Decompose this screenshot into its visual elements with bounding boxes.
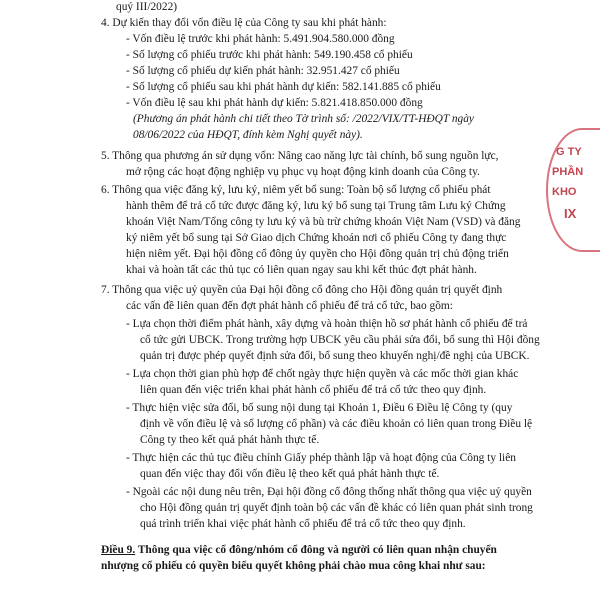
- text-line: Công ty theo kết quả phát hành thực tế.: [140, 434, 320, 446]
- text-line: - Số lượng cổ phiếu sau khi phát hành dự kiến: 582.141.885 cổ phiếu: [126, 81, 441, 93]
- text-line: - Số lượng cổ phiếu trước khi phát hành: 549.190.458 cổ phiếu: [126, 49, 413, 61]
- text-line: hiện niêm yết. Đại hội đồng cổ đông ủy quyền cho Hội đồng quản trị chủ động triển: [126, 248, 509, 260]
- text-line: quý III/2022): [116, 1, 178, 13]
- item-4-heading: 4. Dự kiến thay đổi vốn điều lệ của Công ty sau khi phát hành:: [101, 17, 387, 29]
- seal-text: KHO: [552, 186, 577, 198]
- text-line: - Thực hiện các thủ tục điều chỉnh Giấy phép thành lập và hoạt động của Công ty liên: [126, 452, 516, 464]
- text-line: liên quan đến việc triển khai phát hành cổ phiếu để trả cổ tức theo quy định.: [140, 384, 487, 396]
- text-line: quản trị được phép quyết định sửa đổi, bổ sung theo khuyến nghị/đề nghị của UBCK.: [140, 350, 530, 362]
- text-line: nhượng cổ phiếu có quyền biểu quyết không phải chào mua công khai như sau:: [101, 560, 486, 572]
- seal-text: IX: [564, 206, 577, 221]
- text-line: - Vốn điều lệ trước khi phát hành: 5.491.904.580.000 đồng: [126, 33, 395, 45]
- seal-text: PHẦN: [552, 166, 584, 178]
- item-6-heading: 6. Thông qua việc đăng ký, lưu ký, niêm yết bổ sung: Toàn bộ số lượng cổ phiếu phát: [101, 184, 491, 196]
- text-line: mở rộng các hoạt động nghiệp vụ phục vụ hoạt động kinh doanh của Công ty.: [126, 166, 480, 178]
- text-line: định về vốn điều lệ và số lượng cổ phần) và các điều khoản có liên quan trong Điều lệ: [140, 418, 533, 430]
- text-line: - Số lượng cổ phiếu dự kiến phát hành: 32.951.427 cổ phiếu: [126, 65, 400, 77]
- article-9-number: Điều 9.: [101, 544, 136, 556]
- text-line: - Vốn điều lệ sau khi phát hành dự kiến: 5.821.418.850.000 đồng: [126, 97, 423, 109]
- text-line: - Thực hiện việc sửa đổi, bổ sung nội dung tại Khoản 1, Điều 6 Điều lệ Công ty (quy: [126, 402, 513, 414]
- text-line: cho Hội đồng quản trị quyết định toàn bộ các vấn đề khác có liên quan phát sinh trong: [140, 502, 533, 514]
- text-line: cổ tức gửi UBCK. Trong trường hợp UBCK yêu cầu phải sửa đổi, bổ sung thì Hội đồng: [140, 334, 540, 346]
- text-line: 08/06/2022 của HĐQT, đính kèm Nghị quyết này).: [133, 129, 363, 141]
- seal-text: G TY: [556, 146, 582, 158]
- article-9-heading: [101, 543, 497, 557]
- text-line: - Lựa chọn thời điểm phát hành, xây dựng và hoàn thiện hồ sơ phát hành cổ phiếu để trả: [126, 318, 528, 330]
- text-line: (Phương án phát hành chi tiết theo Tờ trình số: /2022/VIX/TT-HĐQT ngày: [133, 113, 474, 125]
- item-5-heading: 5. Thông qua phương án sử dụng vốn: Nâng cao năng lực tài chính, bổ sung nguồn lực,: [101, 150, 499, 162]
- text-line: - Ngoài các nội dung nêu trên, Đại hội đồng cổ đông thống nhất thông qua việc uỷ quyền: [126, 486, 532, 498]
- company-seal: [546, 128, 600, 252]
- text-line: các vấn đề liên quan đến đợt phát hành cổ phiếu để trả cổ tức, bao gồm:: [126, 300, 453, 312]
- text-line: hành thêm để trả cổ tức được đăng ký, lưu ký bổ sung tại Trung tâm Lưu ký Chứng: [126, 200, 506, 212]
- text-line: ký niêm yết bổ sung tại Sở Giao dịch Chứng khoán nơi cổ phiếu Công ty đang thực: [126, 232, 507, 244]
- article-9-title: Thông qua việc cổ đông/nhóm cổ đông và người có liên quan nhận chuyển: [135, 544, 497, 556]
- item-7-heading: 7. Thông qua việc uỷ quyền của Đại hội đồng cổ đông cho Hội đồng quản trị quyết định: [101, 284, 503, 296]
- text-line: khoán Việt Nam/Tổng công ty lưu ký và bù trừ chứng khoán Việt Nam (VSD) và đăng: [126, 216, 521, 228]
- text-line: - Lựa chọn thời gian phù hợp để chốt ngày thực hiện quyền và các mốc thời gian khác: [126, 368, 519, 380]
- text-line: quá trình triển khai việc phát hành cổ phiếu để trả cổ tức theo quy định.: [140, 518, 466, 530]
- text-line: quan đến việc thay đổi vốn điều lệ theo kết quả phát hành thực tế.: [140, 468, 440, 480]
- text-line: khai và hoàn tất các thủ tục có liên quan ngay sau khi kết thúc đợt phát hành.: [126, 264, 477, 276]
